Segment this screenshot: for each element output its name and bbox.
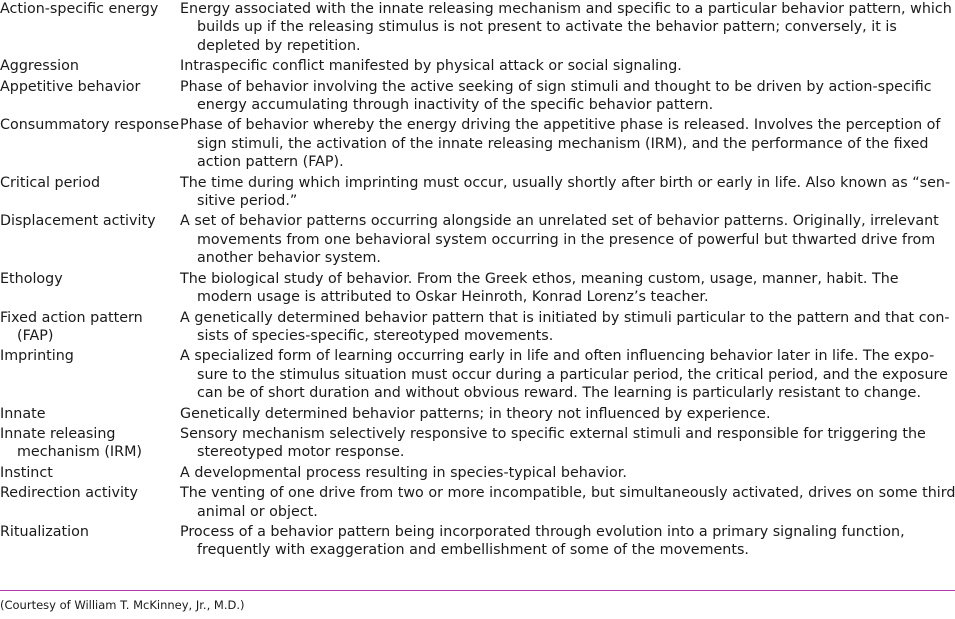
glossary-term: Redirection activity [0, 485, 138, 502]
glossary-term: Critical period [0, 174, 101, 191]
glossary-definition: A set of behavior patterns occurring alongside an unrelated set of behavior patterns. Originally, irrelevant movements from one behavioral system occurring in the presence of powerful but thwarted drive from another behavior system. [180, 213, 939, 267]
glossary-row [0, 425, 955, 462]
glossary-definition: Process of a behavior pattern being incorporated through evolution into a primary signaling function, frequently with exaggeration and embellishment of some of the movements. [180, 523, 905, 559]
glossary-definition: Phase of behavior whereby the energy driving the appetitive phase is released. Involves the perception of sign stimuli, the activation of the innate releasing mechanism (IRM), and the performance of the fixed action pattern (FAP). [180, 117, 941, 171]
glossary-definition: Genetically determined behavior patterns; in theory not influenced by experience. [180, 405, 771, 422]
source-credit: (Courtesy of William T. McKinney, Jr., M.D.) [0, 598, 245, 612]
glossary-row [0, 57, 955, 75]
glossary-row [0, 523, 955, 560]
glossary-row [0, 484, 955, 521]
glossary-definition: Intraspecific conflict manifested by physical attack or social signaling. [180, 58, 682, 75]
glossary-term: Innate [0, 405, 46, 422]
glossary-definition: The venting of one drive from two or more incompatible, but simultaneously activated, drives on some third animal or object. [180, 485, 955, 520]
glossary-definition: A genetically determined behavior pattern that is initiated by stimuli particular to the pattern and that con-sists of species-specific, stereotyped movements. [180, 309, 950, 344]
glossary-term: Action-specific energy [0, 1, 159, 17]
glossary-row [0, 78, 955, 115]
glossary-row [0, 309, 955, 346]
glossary-definition: Energy associated with the innate releasing mechanism and specific to a particular behavior pattern, which builds up if the releasing stimulus is not present to activate the behavior pattern; conversely, it is depleted by repetition. [180, 1, 952, 54]
glossary-term: Aggression [0, 58, 79, 75]
glossary-definition: A specialized form of learning occurring early in life and often influencing behavior later in life. The expo-sure to the stimulus situation must occur during a particular period, the critical period, and the exposure can be of short duration and without obvious reward. The learning is particularly resistant to change. [180, 348, 948, 402]
glossary-term: Consummatory response [0, 117, 180, 134]
glossary-term: Appetitive behavior [0, 78, 141, 95]
glossary-row [0, 464, 955, 482]
glossary-row [0, 0, 955, 55]
glossary-row [0, 405, 955, 423]
glossary-term: Displacement activity [0, 213, 156, 230]
glossary-term: Fixed action pattern (FAP) [0, 309, 143, 344]
glossary-row [0, 212, 955, 267]
glossary-row [0, 174, 955, 211]
glossary-term: Imprinting [0, 348, 74, 365]
glossary-definition: Phase of behavior involving the active seeking of sign stimuli and thought to be driven by action-specific energy accumulating through inactivity of the specific behavior pattern. [180, 78, 932, 114]
glossary-term: Ethology [0, 270, 63, 287]
glossary-term: Innate releasing mechanism (IRM) [0, 425, 142, 461]
glossary-term: Instinct [0, 464, 53, 481]
glossary-definition: The biological study of behavior. From the Greek ethos, meaning custom, usage, manner, habit. The modern usage is attributed to Oskar Heinroth, Konrad Lorenz’s teacher. [180, 270, 899, 306]
glossary-row [0, 116, 955, 171]
glossary-row [0, 270, 955, 307]
glossary-row [0, 347, 955, 402]
footer-divider [0, 590, 955, 591]
glossary-term: Ritualization [0, 523, 89, 540]
glossary-definition: A developmental process resulting in species-typical behavior. [180, 464, 627, 481]
glossary-definition: The time during which imprinting must occur, usually shortly after birth or early in life. Also known as “sen-sitive period.” [180, 174, 951, 210]
glossary-definition: Sensory mechanism selectively responsive to specific external stimuli and responsible for triggering the stereotyped motor response. [180, 425, 926, 461]
